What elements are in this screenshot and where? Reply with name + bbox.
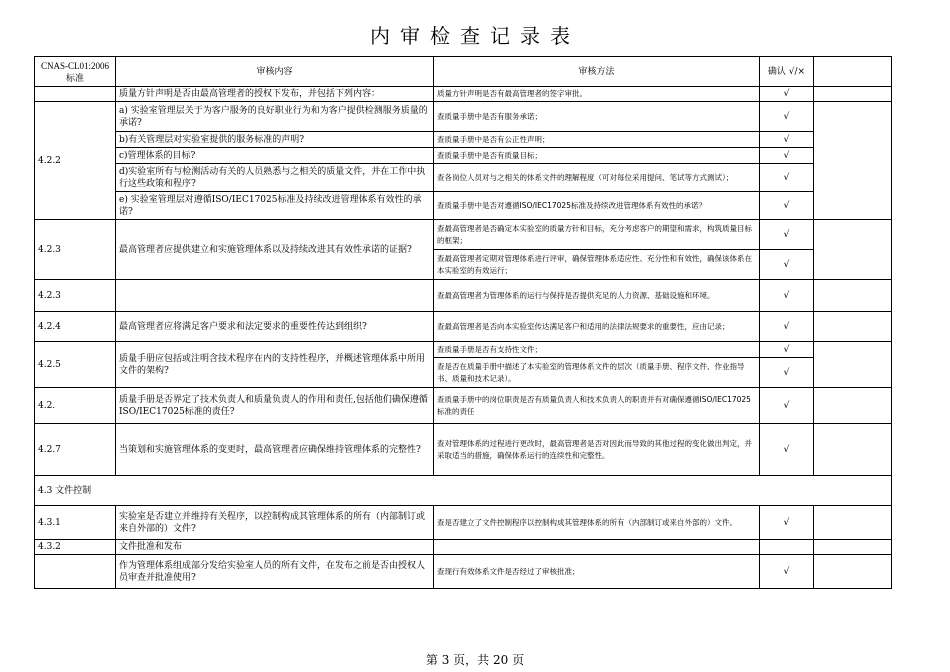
confirm-cell[interactable]: √ <box>760 280 814 312</box>
header-method: 审核方法 <box>434 57 760 87</box>
table-row <box>35 540 892 555</box>
method-cell: 查最高管理者是否确定本实验室的质量方针和目标，充分考虑客户的期望和需求，构筑质量目标的框架； <box>434 220 760 250</box>
table-row <box>35 424 892 476</box>
header-content: 审核内容 <box>116 57 434 87</box>
content-cell: 实验室是否建立并维持有关程序，以控制构成其管理体系的所有（内部制订或来自外部的）文件? <box>116 506 434 540</box>
method-cell: 查最高管理者定期对管理体系进行评审，确保管理体系适应性、充分性和有效性，确保该体系在本实验室的有效运行； <box>434 250 760 280</box>
confirm-cell[interactable]: √ <box>760 312 814 342</box>
table-row <box>35 280 892 312</box>
content-cell: e) 实验室管理层对遵循ISO/IEC17025标准及持续改进管理体系有效性的承诺? <box>116 192 434 220</box>
auditor-cell[interactable] <box>814 87 892 102</box>
confirm-cell[interactable]: √ <box>760 164 814 192</box>
audit-table <box>34 56 892 589</box>
confirm-cell[interactable]: √ <box>760 358 814 388</box>
method-cell: 查质量手册是否有支持性文件； <box>434 342 760 358</box>
method-cell: 查是否在质量手册中描述了本实验室的管理体系文件的层次（质量手册、程序文件、作业指导书、质量和技术记录）。 <box>434 358 760 388</box>
page-footer: 第 3 页，共 20 页 <box>425 653 525 667</box>
clause-cell <box>35 555 116 589</box>
clause-cell: 4.2. <box>35 388 116 424</box>
table-row <box>35 87 892 102</box>
table-row <box>35 555 892 589</box>
confirm-cell[interactable]: √ <box>760 555 814 589</box>
method-cell: 查对管理体系的过程进行更改时，最高管理者是否对因此而导致的其他过程的变化做出判定，并采取适当的措施，确保体系运行的连续性和完整性。 <box>434 424 760 476</box>
method-cell <box>434 540 760 555</box>
clause-cell <box>35 87 116 102</box>
auditor-cell[interactable] <box>814 220 892 280</box>
content-cell: 当策划和实施管理体系的变更时，最高管理者应确保维持管理体系的完整性? <box>116 424 434 476</box>
content-cell: 作为管理体系组成部分发给实验室人员的所有文件，在发布之前是否由授权人员审查并批准使用? <box>116 555 434 589</box>
table-row <box>35 192 892 220</box>
content-cell: 文件批准和发布 <box>116 540 434 555</box>
confirm-cell[interactable]: √ <box>760 192 814 220</box>
confirm-cell[interactable]: √ <box>760 102 814 132</box>
content-cell: d)实验室所有与检测活动有关的人员熟悉与之相关的质量文件，并在工作中执行这些政策和程序? <box>116 164 434 192</box>
confirm-cell[interactable]: √ <box>760 424 814 476</box>
method-cell: 查质量手册中是否有公正性声明； <box>434 132 760 148</box>
confirm-cell[interactable]: √ <box>760 87 814 102</box>
content-cell: 质量方针声明是否由最高管理者的授权下发布，并包括下列内容： <box>116 87 434 102</box>
auditor-cell[interactable] <box>814 388 892 424</box>
table-row <box>35 342 892 358</box>
clause-cell: 4.2.2 <box>35 102 116 220</box>
table-row <box>35 102 892 132</box>
auditor-cell[interactable] <box>814 342 892 388</box>
header-confirm: 确认 √/× <box>760 57 814 87</box>
content-cell: 质量手册是否界定了技术负责人和质量负责人的作用和责任,包括他们确保遵循ISO/IEC17025标准的责任? <box>116 388 434 424</box>
confirm-cell[interactable]: √ <box>760 506 814 540</box>
method-cell: 查各岗位人员对与之相关的体系文件的理解程度（可对每位采用提问、笔试等方式测试）； <box>434 164 760 192</box>
confirm-cell[interactable]: √ <box>760 250 814 280</box>
method-cell: 查是否建立了文件控制程序以控制构成其管理体系的所有（内部制订或来自外部的）文件。 <box>434 506 760 540</box>
method-cell: 查最高管理者为管理体系的运行与保持是否提供充足的人力资源、基础设施和环境。 <box>434 280 760 312</box>
table-row <box>35 312 892 342</box>
method-cell: 查质量手册中的岗位职责是否有质量负责人和技术负责人的职责并有对确保遵循ISO/IEC17025标准的责任 <box>434 388 760 424</box>
content-cell: a) 实验室管理层关于为客户服务的良好职业行为和为客户提供检测服务质量的承诺? <box>116 102 434 132</box>
auditor-cell[interactable] <box>814 555 892 589</box>
table-row <box>35 148 892 164</box>
content-cell: c)管理体系的目标? <box>116 148 434 164</box>
clause-cell: 4.3.2 <box>35 540 116 555</box>
method-cell: 质量方针声明是否有最高管理者的签字审批。 <box>434 87 760 102</box>
table-row <box>35 388 892 424</box>
auditor-cell[interactable] <box>814 312 892 342</box>
table-row <box>35 132 892 148</box>
method-cell: 查现行有效体系文件是否经过了审核批准； <box>434 555 760 589</box>
method-cell: 查最高管理者是否向本实验室传达满足客户和适用的法律法规要求的重要性，应由记录； <box>434 312 760 342</box>
clause-cell: 4.2.7 <box>35 424 116 476</box>
confirm-cell[interactable]: √ <box>760 388 814 424</box>
content-cell: 最高管理者应将满足客户要求和法定要求的重要性传达到组织? <box>116 312 434 342</box>
confirm-cell[interactable]: √ <box>760 148 814 164</box>
table-row <box>35 164 892 192</box>
header-auditor <box>814 57 892 87</box>
method-cell: 查质量手册中是否有质量目标； <box>434 148 760 164</box>
section-title: 4.3 文件控制 <box>35 476 892 506</box>
confirm-cell[interactable]: √ <box>760 132 814 148</box>
method-cell: 查质量手册中是否有服务承诺； <box>434 102 760 132</box>
auditor-cell[interactable] <box>814 424 892 476</box>
confirm-cell[interactable]: √ <box>760 342 814 358</box>
auditor-cell[interactable] <box>814 540 892 555</box>
content-cell: 质量手册应包括或注明含技术程序在内的支持性程序，并概述管理体系中所用文件的架构? <box>116 342 434 388</box>
auditor-cell[interactable] <box>814 506 892 540</box>
section-row <box>35 476 892 506</box>
content-cell <box>116 280 434 312</box>
confirm-cell[interactable]: √ <box>760 220 814 250</box>
clause-cell: 4.2.3 <box>35 280 116 312</box>
clause-cell: 4.2.5 <box>35 342 116 388</box>
clause-cell: 4.2.3 <box>35 220 116 280</box>
table-row <box>35 506 892 540</box>
content-cell: 最高管理者应提供建立和实施管理体系以及持续改进其有效性承诺的证据? <box>116 220 434 280</box>
auditor-cell[interactable] <box>814 102 892 220</box>
confirm-cell[interactable] <box>760 540 814 555</box>
auditor-cell[interactable] <box>814 280 892 312</box>
header-standard: CNAS-CL01:2006 标准 <box>35 57 116 87</box>
table-row <box>35 220 892 250</box>
content-cell: b)有关管理层对实验室提供的服务标准的声明? <box>116 132 434 148</box>
clause-cell: 4.2.4 <box>35 312 116 342</box>
page-title: 内审检查记录表 <box>370 24 580 48</box>
method-cell: 查质量手册中是否对遵循ISO/IEC17025标准及持续改进管理体系有效性的承诺？ <box>434 192 760 220</box>
clause-cell: 4.3.1 <box>35 506 116 540</box>
